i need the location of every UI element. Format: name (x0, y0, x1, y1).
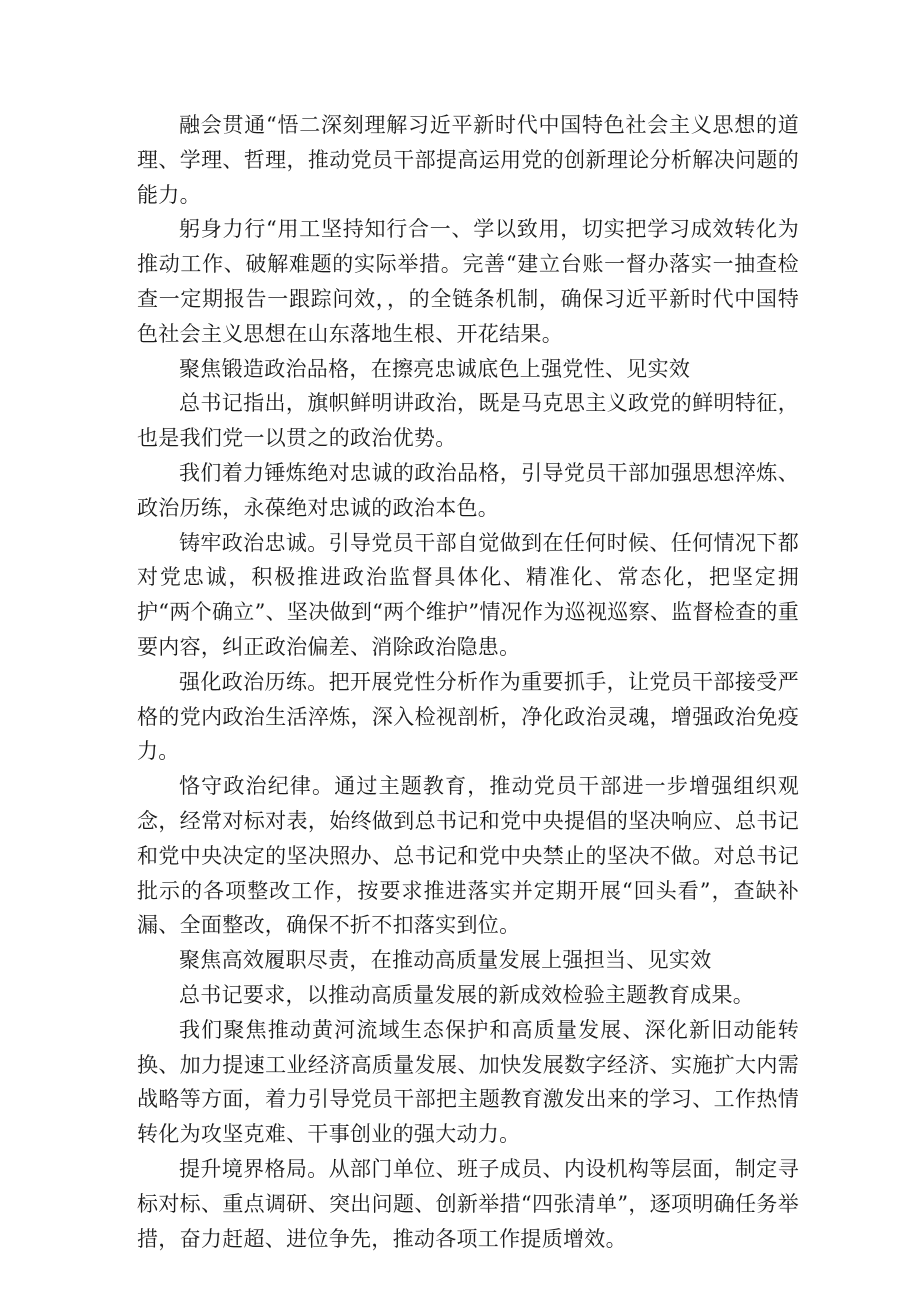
paragraph: 总书记指出，旗帜鲜明讲政治，既是马克思主义政党的鲜明特征，也是我们党一以贯之的政治优势。 (137, 391, 799, 451)
paragraph: 总书记要求，以推动高质量发展的新成效检验主题教育成果。 (179, 982, 755, 1007)
section-heading: 聚焦高效履职尽责，在推动高质量发展上强担当、见实效 (179, 948, 712, 973)
paragraph: 铸牢政治忠诚。引导党员干部自觉做到在任何时候、任何情况下都对党忠诚，积极推进政治监督具体化、精准化、常态化，把坚定拥护“两个确立”、坚决做到“两个维护”情况作为巡视巡察、监督检查的重要内容，纠正政治偏差、消除政治隐患。 (137, 530, 799, 659)
paragraph: 躬身力行“用工坚持知行合一、学以致用，切实把学习成效转化为推动工作、破解难题的实际举措。完善“建立台账一督办落实一抽查检查一定期报告一跟踪问效，，的全链条机制，确保习近平新时代中国特色社会主义思想在山东落地生根、开花结果。 (137, 217, 799, 346)
paragraph: 我们着力锤炼绝对忠诚的政治品格，引导党员干部加强思想淬炼、政治历练，永葆绝对忠诚的政治本色。 (137, 460, 799, 520)
paragraph: 强化政治历练。把开展党性分析作为重要抓手，让党员干部接受严格的党内政治生活淬炼，深入检视剖析，净化政治灵魂，增强政治免疫力。 (137, 669, 799, 764)
paragraph: 我们聚焦推动黄河流域生态保护和高质量发展、深化新旧动能转换、加力提速工业经济高质量发展、加快发展数字经济、实施扩大内需战略等方面，着力引导党员干部把主题教育激发出来的学习、工作热情转化为攻坚克难、干事创业的强大动力。 (137, 1017, 799, 1147)
paragraph: 恪守政治纪律。通过主题教育，推动党员干部进一步增强组织观念，经常对标对表，始终做到总书记和党中央提倡的坚决响应、总书记和党中央决定的坚决照办、总书记和党中央禁止的坚决不做。对总书记批示的各项整改工作，按要求推进落实并定期开展“回头看”，查缺补漏、全面整改，确保不折不扣落实到位。 (137, 774, 799, 938)
section-heading: 聚焦锻造政治品格，在擦亮忠诚底色上强党性、见实效 (179, 356, 691, 381)
paragraph: 提升境界格局。从部门单位、班子成员、内设机构等层面，制定寻标对标、重点调研、突出问题、创新举措“四张清单”，逐项明确任务举措，奋力赶超、进位争先，推动各项工作提质增效。 (137, 1156, 799, 1251)
document-body (137, 108, 799, 1256)
paragraph: 融会贯通“悟二深刻理解习近平新时代中国特色社会主义思想的道理、学理、哲理，推动党员干部提高运用党的创新理论分析解决问题的能力。 (137, 113, 799, 207)
